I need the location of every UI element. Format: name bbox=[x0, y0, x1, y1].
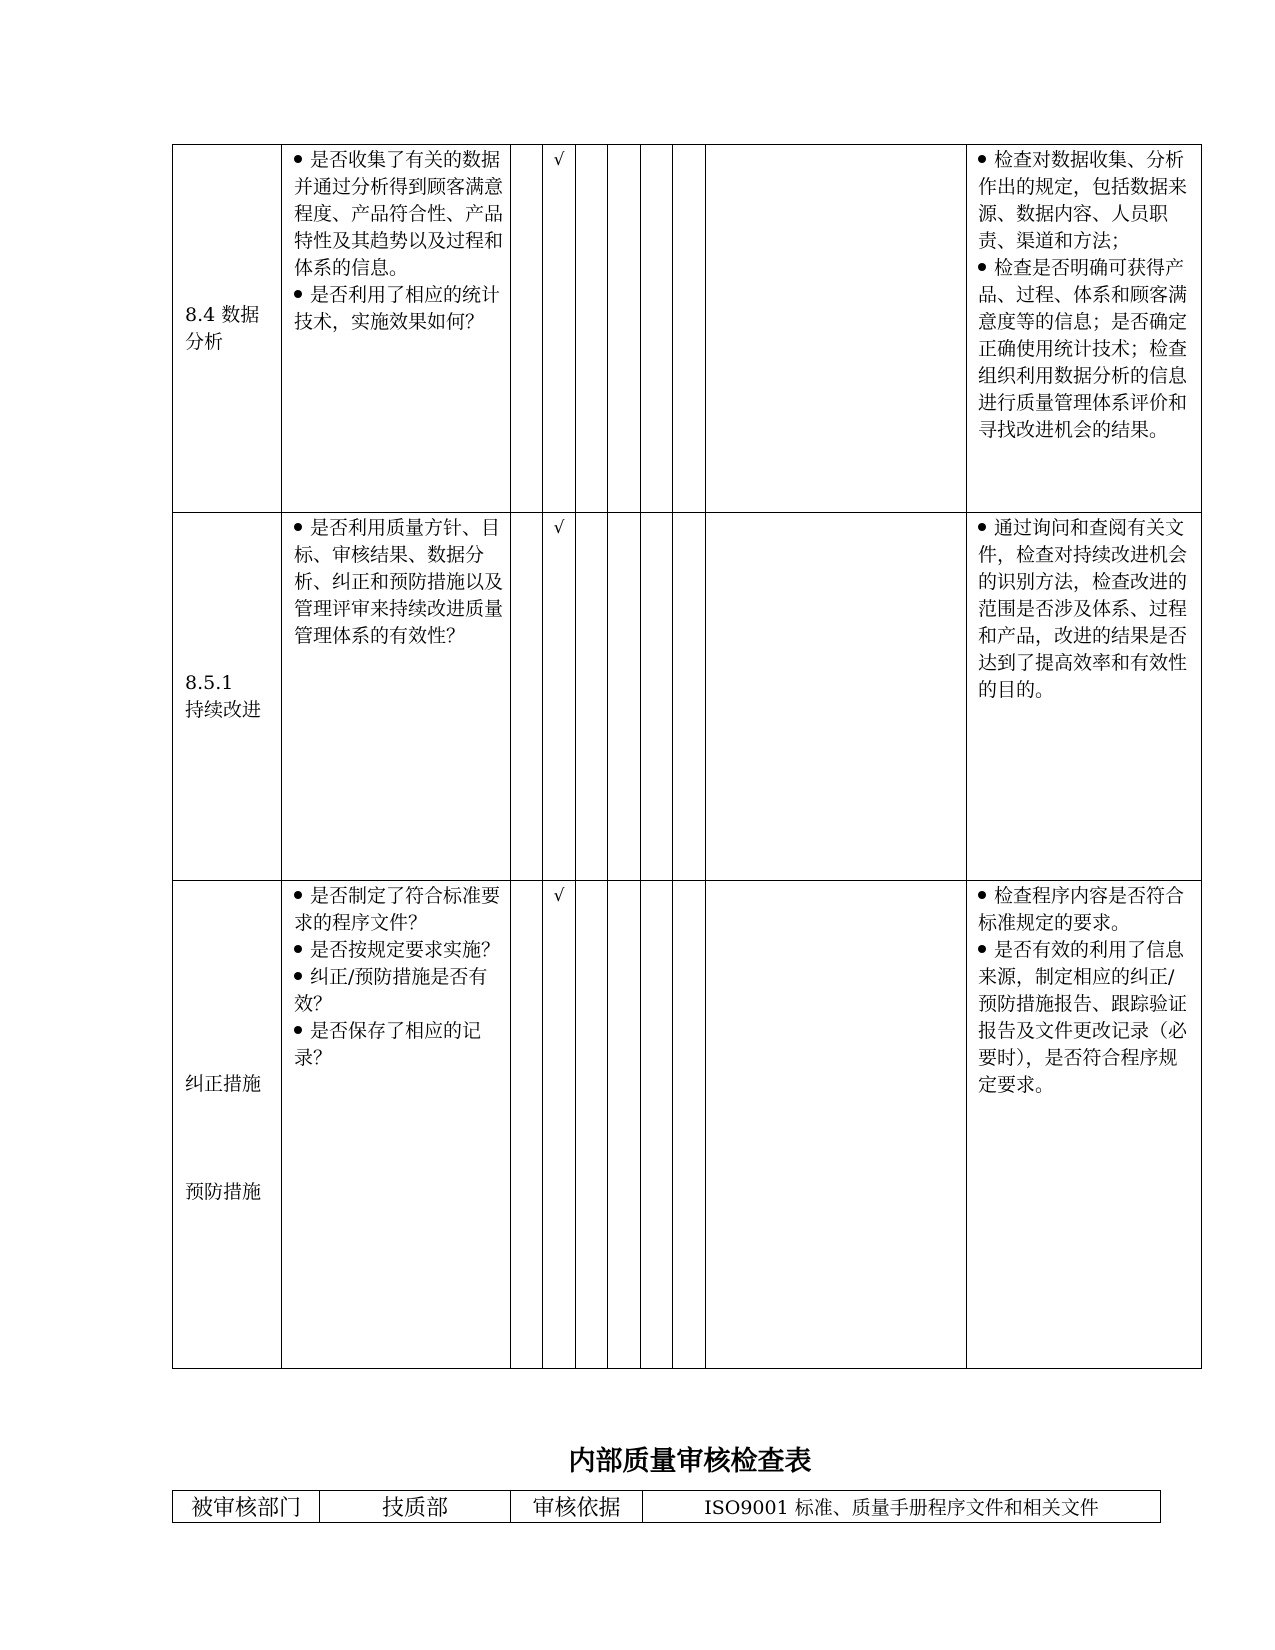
form-header-table bbox=[172, 1490, 1161, 1523]
list-item: 是否有效的利用了信息来源，制定相应的纠正/预防措施报告、跟踪验证报告及文件更改记录（必要时），是否符合程序规定要求。 bbox=[978, 939, 1188, 1096]
empty-cell bbox=[511, 881, 543, 1369]
bullet-icon bbox=[294, 155, 302, 163]
empty-cell bbox=[608, 881, 641, 1369]
questions-cell bbox=[282, 881, 511, 1369]
list-item: 检查是否明确可获得产品、过程、体系和顾客满意度等的信息；是否确定正确使用统计技术；检查组织利用数据分析的信息进行质量管理体系评价和寻找改进机会的结果。 bbox=[978, 257, 1188, 441]
bullet-icon bbox=[294, 891, 302, 899]
empty-cell bbox=[576, 513, 608, 881]
bullet-icon bbox=[978, 891, 986, 899]
method-cell bbox=[967, 513, 1202, 881]
evidence-cell bbox=[706, 881, 967, 1369]
clause-cell bbox=[173, 881, 282, 1369]
empty-cell bbox=[641, 145, 673, 513]
bullet-icon bbox=[978, 155, 986, 163]
clause-cell: 8.4 数据 分析 bbox=[173, 145, 282, 513]
audit-basis-value: ISO9001 标准、质量手册程序文件和相关文件 bbox=[643, 1491, 1161, 1523]
questions-cell bbox=[282, 513, 511, 881]
table-row bbox=[173, 513, 1202, 881]
empty-cell bbox=[576, 881, 608, 1369]
list-item: 检查程序内容是否符合标准规定的要求。 bbox=[978, 885, 1185, 934]
table-row bbox=[173, 1491, 1161, 1523]
method-cell bbox=[967, 145, 1202, 513]
bullet-icon bbox=[978, 945, 986, 953]
bullet-icon bbox=[294, 972, 302, 980]
bullet-icon bbox=[294, 945, 302, 953]
empty-cell bbox=[641, 513, 673, 881]
empty-cell bbox=[608, 513, 641, 881]
list-item: 纠正/预防措施是否有效？ bbox=[294, 966, 488, 1015]
evidence-cell bbox=[706, 145, 967, 513]
form-title: 内部质量审核检查表 bbox=[568, 1446, 812, 1477]
bullet-icon bbox=[978, 523, 986, 531]
table-row bbox=[173, 881, 1202, 1369]
questions-cell bbox=[282, 145, 511, 513]
bullet-icon bbox=[978, 263, 986, 271]
bullet-icon bbox=[294, 290, 302, 298]
empty-cell bbox=[511, 513, 543, 881]
empty-cell bbox=[608, 145, 641, 513]
list-item: 是否保存了相应的记录？ bbox=[294, 1020, 482, 1069]
empty-cell bbox=[673, 145, 706, 513]
empty-cell bbox=[673, 881, 706, 1369]
list-item: 通过询问和查阅有关文件，检查对持续改进机会的识别方法，检查改进的范围是否涉及体系、过程和产品，改进的结果是否达到了提高效率和有效性的目的。 bbox=[978, 517, 1188, 701]
list-item: 是否利用质量方针、目标、审核结果、数据分析、纠正和预防措施以及管理评审来持续改进质量管理体系的有效性？ bbox=[294, 517, 504, 647]
check-mark-cell: √ bbox=[543, 513, 576, 881]
list-item: 是否按规定要求实施？ bbox=[294, 937, 510, 964]
list-item: 是否利用了相应的统计技术，实施效果如何？ bbox=[294, 284, 501, 333]
clause-line: 纠正措施 bbox=[185, 1072, 262, 1095]
audit-checklist-table bbox=[172, 144, 1202, 1369]
bullet-icon bbox=[294, 523, 302, 531]
clause-line: 预防措施 bbox=[185, 1180, 262, 1203]
list-item: 检查对数据收集、分析作出的规定，包括数据来源、数据内容、人员职责、渠道和方法； bbox=[978, 149, 1188, 252]
check-mark-cell: √ bbox=[543, 145, 576, 513]
empty-cell bbox=[576, 145, 608, 513]
list-item: 是否制定了符合标准要求的程序文件？ bbox=[294, 885, 501, 934]
table-row bbox=[173, 145, 1202, 513]
empty-cell bbox=[511, 145, 543, 513]
evidence-cell bbox=[706, 513, 967, 881]
audited-dept-value: 技质部 bbox=[320, 1491, 511, 1523]
bullet-icon bbox=[294, 1026, 302, 1034]
audit-basis-label: 审核依据 bbox=[511, 1491, 643, 1523]
audited-dept-label: 被审核部门 bbox=[173, 1491, 320, 1523]
empty-cell bbox=[673, 513, 706, 881]
method-cell bbox=[967, 881, 1202, 1369]
list-item: 是否收集了有关的数据并通过分析得到顾客满意程度、产品符合性、产品特性及其趋势以及过程和体系的信息。 bbox=[294, 149, 504, 279]
check-mark-cell: √ bbox=[543, 881, 576, 1369]
clause-cell: 8.5.1 持续改进 bbox=[173, 513, 282, 881]
empty-cell bbox=[641, 881, 673, 1369]
